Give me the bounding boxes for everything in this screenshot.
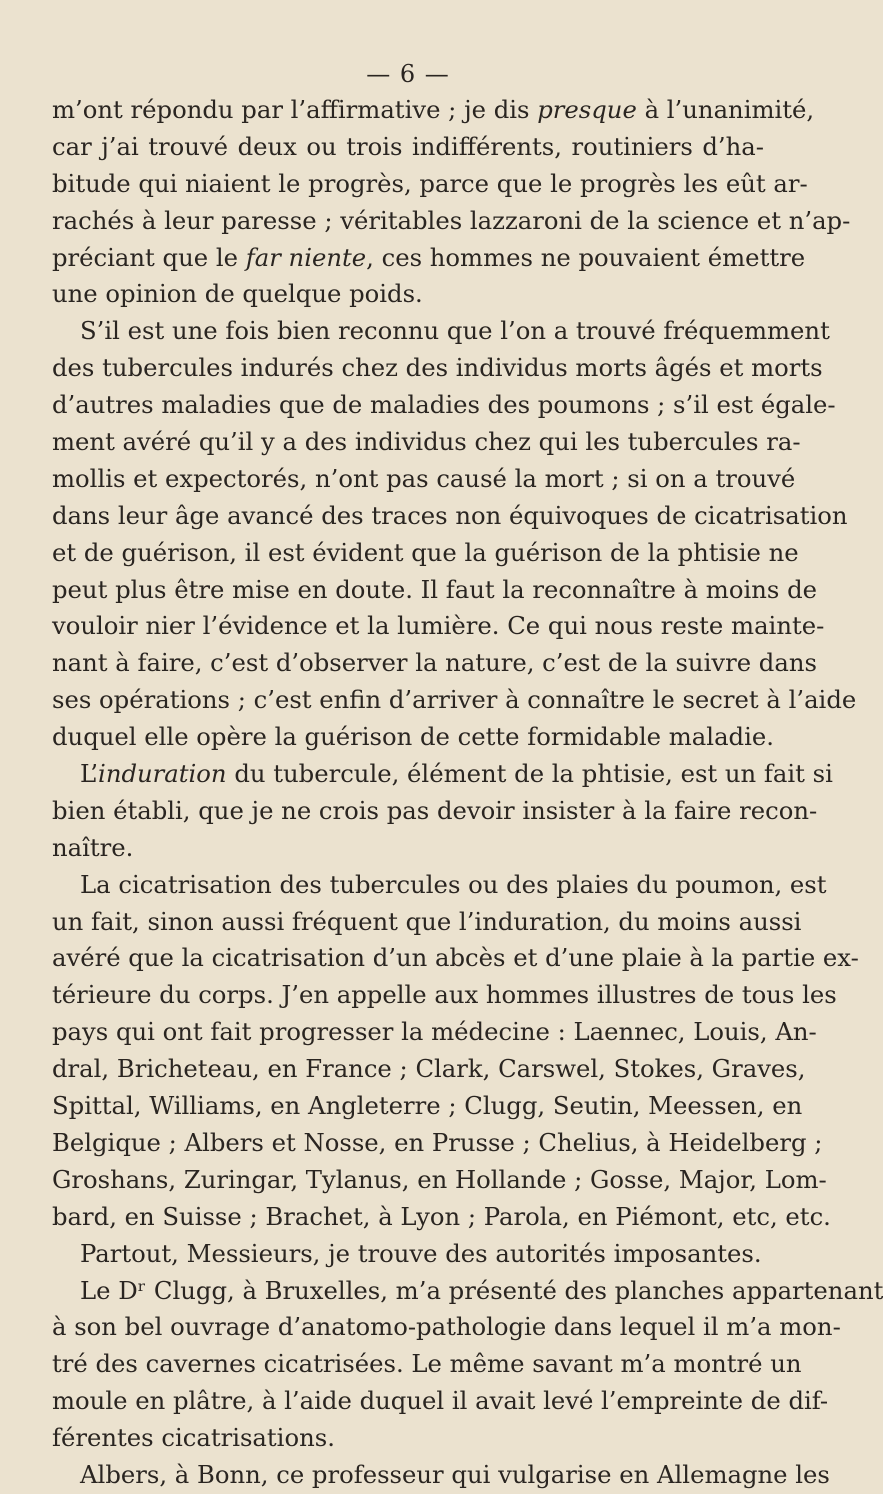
text-line bbox=[52, 424, 801, 461]
text-run: car j’ai trouvé deux ou trois indifférents, routiniers d’ha- bbox=[52, 131, 764, 161]
text-line bbox=[52, 608, 825, 645]
text-line bbox=[52, 977, 837, 1014]
text-run: dans leur âge avancé des traces non équivoques de cicatrisation bbox=[52, 500, 848, 530]
text-line bbox=[52, 830, 764, 867]
text-line bbox=[52, 904, 802, 941]
text-line bbox=[52, 1199, 831, 1236]
italic-text: induration bbox=[98, 759, 227, 789]
text-line bbox=[52, 572, 818, 609]
text-run: du tubercule, élément de la phtisie, est un fait si bbox=[226, 759, 833, 789]
text-line bbox=[52, 1162, 827, 1199]
text-run: La cicatrisation des tubercules ou des plaies du poumon, est bbox=[80, 869, 827, 899]
text-run: moule en plâtre, à l’aide duquel il avait levé l’empreinte de dif- bbox=[52, 1386, 829, 1416]
text-run: une opinion de quelque poids. bbox=[52, 279, 423, 309]
text-line bbox=[52, 1457, 830, 1494]
text-line bbox=[52, 276, 764, 313]
text-run: Partout, Messieurs, je trouve des autorités imposantes. bbox=[80, 1238, 762, 1268]
text-line bbox=[52, 498, 848, 535]
text-line bbox=[52, 1309, 841, 1346]
text-run: térieure du corps. J’en appelle aux hommes illustres de tous les bbox=[52, 980, 837, 1010]
text-run: des tubercules indurés chez des individus morts âgés et morts bbox=[52, 353, 823, 383]
text-line bbox=[52, 940, 859, 977]
text-run: avéré que la cicatrisation d’un abcès et d’une plaie à la partie ex- bbox=[52, 943, 859, 973]
text-run: L’ bbox=[80, 759, 99, 789]
text-run: férentes cicatrisations. bbox=[52, 1423, 335, 1453]
text-run: bitude qui niaient le progrès, parce que le progrès les eût ar- bbox=[52, 168, 808, 198]
text-run: Belgique ; Albers et Nosse, en Prusse ; Chelius, à Heidelberg ; bbox=[52, 1127, 823, 1157]
text-run: et de guérison, il est évident que la guérison de la phtisie ne bbox=[52, 537, 799, 567]
text-line bbox=[52, 1051, 806, 1088]
text-run: à l’unanimité, bbox=[636, 95, 815, 124]
text-line bbox=[52, 1383, 829, 1420]
text-run: rachés à leur paresse ; véritables lazzaroni de la science et n’ap- bbox=[52, 205, 851, 235]
text-run: ment avéré qu’il y a des individus chez qui les tubercules ra- bbox=[52, 427, 801, 457]
body-text bbox=[52, 92, 883, 1494]
text-run: Le Dʳ Clugg, à Bruxelles, m’a présenté des planches appartenant bbox=[80, 1275, 883, 1305]
text-line bbox=[52, 682, 857, 719]
text-line bbox=[52, 1014, 817, 1051]
text-line bbox=[52, 1088, 803, 1125]
text-run: d’autres maladies que de maladies des poumons ; s’il est égale- bbox=[52, 390, 836, 420]
text-line bbox=[52, 313, 830, 350]
text-run: préciant que le bbox=[52, 242, 246, 272]
text-line bbox=[52, 867, 827, 904]
text-line bbox=[52, 461, 796, 498]
text-line bbox=[52, 719, 774, 756]
text-run: ses opérations ; c’est enfin d’arriver à connaître le secret à l’aide bbox=[52, 685, 857, 715]
text-line bbox=[52, 1273, 883, 1310]
text-line bbox=[52, 203, 851, 240]
text-line bbox=[52, 1125, 823, 1162]
italic-text: far niente bbox=[245, 242, 367, 272]
text-line bbox=[52, 92, 815, 129]
text-run: Albers, à Bonn, ce professeur qui vulgarise en Allemagne les bbox=[80, 1459, 830, 1489]
text-run: pays qui ont fait progresser la médecine : Laennec, Louis, An- bbox=[52, 1017, 817, 1047]
text-line bbox=[52, 793, 818, 830]
text-line bbox=[52, 1420, 764, 1457]
text-line bbox=[52, 387, 836, 424]
text-run: peut plus être mise en doute. Il faut la reconnaître à moins de bbox=[52, 574, 818, 604]
text-run: tré des cavernes cicatrisées. Le même savant m’a montré un bbox=[52, 1349, 802, 1379]
text-line bbox=[52, 350, 823, 387]
text-line bbox=[52, 1236, 764, 1273]
text-run: un fait, sinon aussi fréquent que l’induration, du moins aussi bbox=[52, 906, 802, 936]
text-run: nant à faire, c’est d’observer la nature, c’est de la suivre dans bbox=[52, 648, 817, 678]
text-run: m’ont répondu par l’affirmative ; je dis bbox=[52, 95, 538, 124]
text-run: vouloir nier l’évidence et la lumière. Ce qui nous reste mainte- bbox=[52, 611, 825, 641]
text-run: mollis et expectorés, n’ont pas causé la mort ; si on a trouvé bbox=[52, 463, 796, 493]
text-run: dral, Bricheteau, en France ; Clark, Carswel, Stokes, Graves, bbox=[52, 1054, 806, 1084]
italic-text: presque bbox=[537, 95, 637, 124]
text-line bbox=[52, 535, 799, 572]
text-run: Groshans, Zuringar, Tylanus, en Hollande ; Gosse, Major, Lom- bbox=[52, 1164, 827, 1194]
text-line bbox=[52, 166, 808, 203]
text-run: naître. bbox=[52, 832, 134, 862]
text-run: S’il est une fois bien reconnu que l’on a trouvé fréquemment bbox=[80, 316, 830, 346]
text-run: duquel elle opère la guérison de cette formidable maladie. bbox=[52, 722, 774, 752]
text-run: Spittal, Williams, en Angleterre ; Clugg, Seutin, Meessen, en bbox=[52, 1091, 803, 1121]
text-line bbox=[52, 240, 806, 277]
text-line bbox=[52, 756, 833, 793]
text-line bbox=[52, 645, 817, 682]
text-run: , ces hommes ne pouvaient émettre bbox=[366, 242, 806, 272]
text-run: à son bel ouvrage d’anatomo-pathologie dans lequel il m’a mon- bbox=[52, 1312, 841, 1342]
text-line bbox=[52, 129, 764, 166]
text-line bbox=[52, 1346, 802, 1383]
page-number: — 6 — bbox=[366, 60, 450, 88]
text-run: bien établi, que je ne crois pas devoir insister à la faire recon- bbox=[52, 795, 818, 825]
text-run: bard, en Suisse ; Brachet, à Lyon ; Parola, en Piémont, etc, etc. bbox=[52, 1201, 831, 1231]
